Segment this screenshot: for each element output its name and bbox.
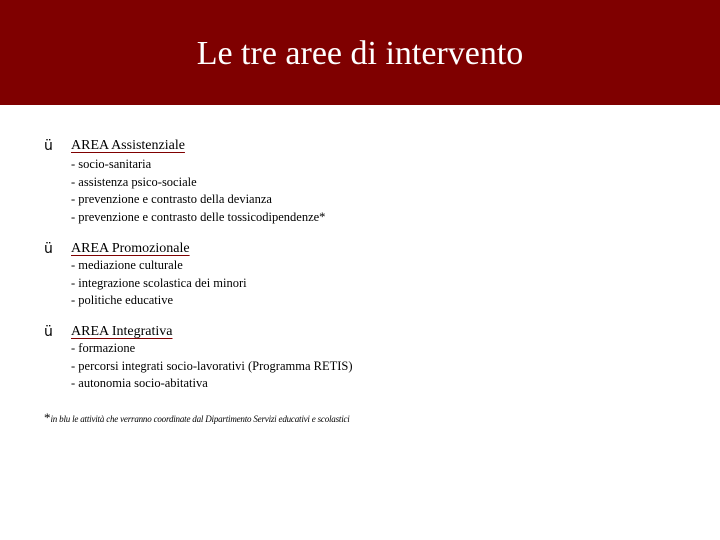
area-title: AREA Integrativa — [71, 324, 173, 339]
area-item-list — [71, 340, 353, 393]
list-item: - percorsi integrati socio-lavorativi (Programma RETIS) — [71, 358, 353, 373]
list-item: - prevenzione e contrasto della devianza — [71, 192, 272, 206]
area-item-list — [71, 257, 247, 310]
checkmark-icon: ü — [44, 324, 53, 340]
list-item: - autonomia socio-abitativa — [71, 376, 208, 390]
list-item: - prevenzione e contrasto delle tossicodipendenze* — [71, 209, 326, 224]
area-item-list — [71, 156, 325, 226]
list-item: - politiche educative — [71, 293, 174, 307]
list-item: - mediazione culturale — [71, 258, 183, 272]
area-title: AREA Assistenziale — [71, 138, 185, 153]
list-item: - formazione — [71, 341, 136, 355]
footnote-text: in blu le attività che verranno coordinate dal Dipartimento Servizi educativi e scolastici — [50, 414, 350, 424]
list-item: - socio-sanitaria — [71, 157, 152, 171]
list-item: - assistenza psico-sociale — [71, 174, 197, 189]
list-item: - integrazione scolastica dei minori — [71, 275, 247, 290]
footnote — [44, 410, 350, 427]
slide-title: Le tre aree di intervento — [196, 35, 524, 72]
title-bar — [0, 0, 720, 105]
checkmark-icon: ü — [44, 138, 53, 154]
checkmark-icon: ü — [44, 241, 53, 257]
footnote-marker: * — [44, 410, 51, 425]
area-title: AREA Promozionale — [71, 241, 190, 256]
